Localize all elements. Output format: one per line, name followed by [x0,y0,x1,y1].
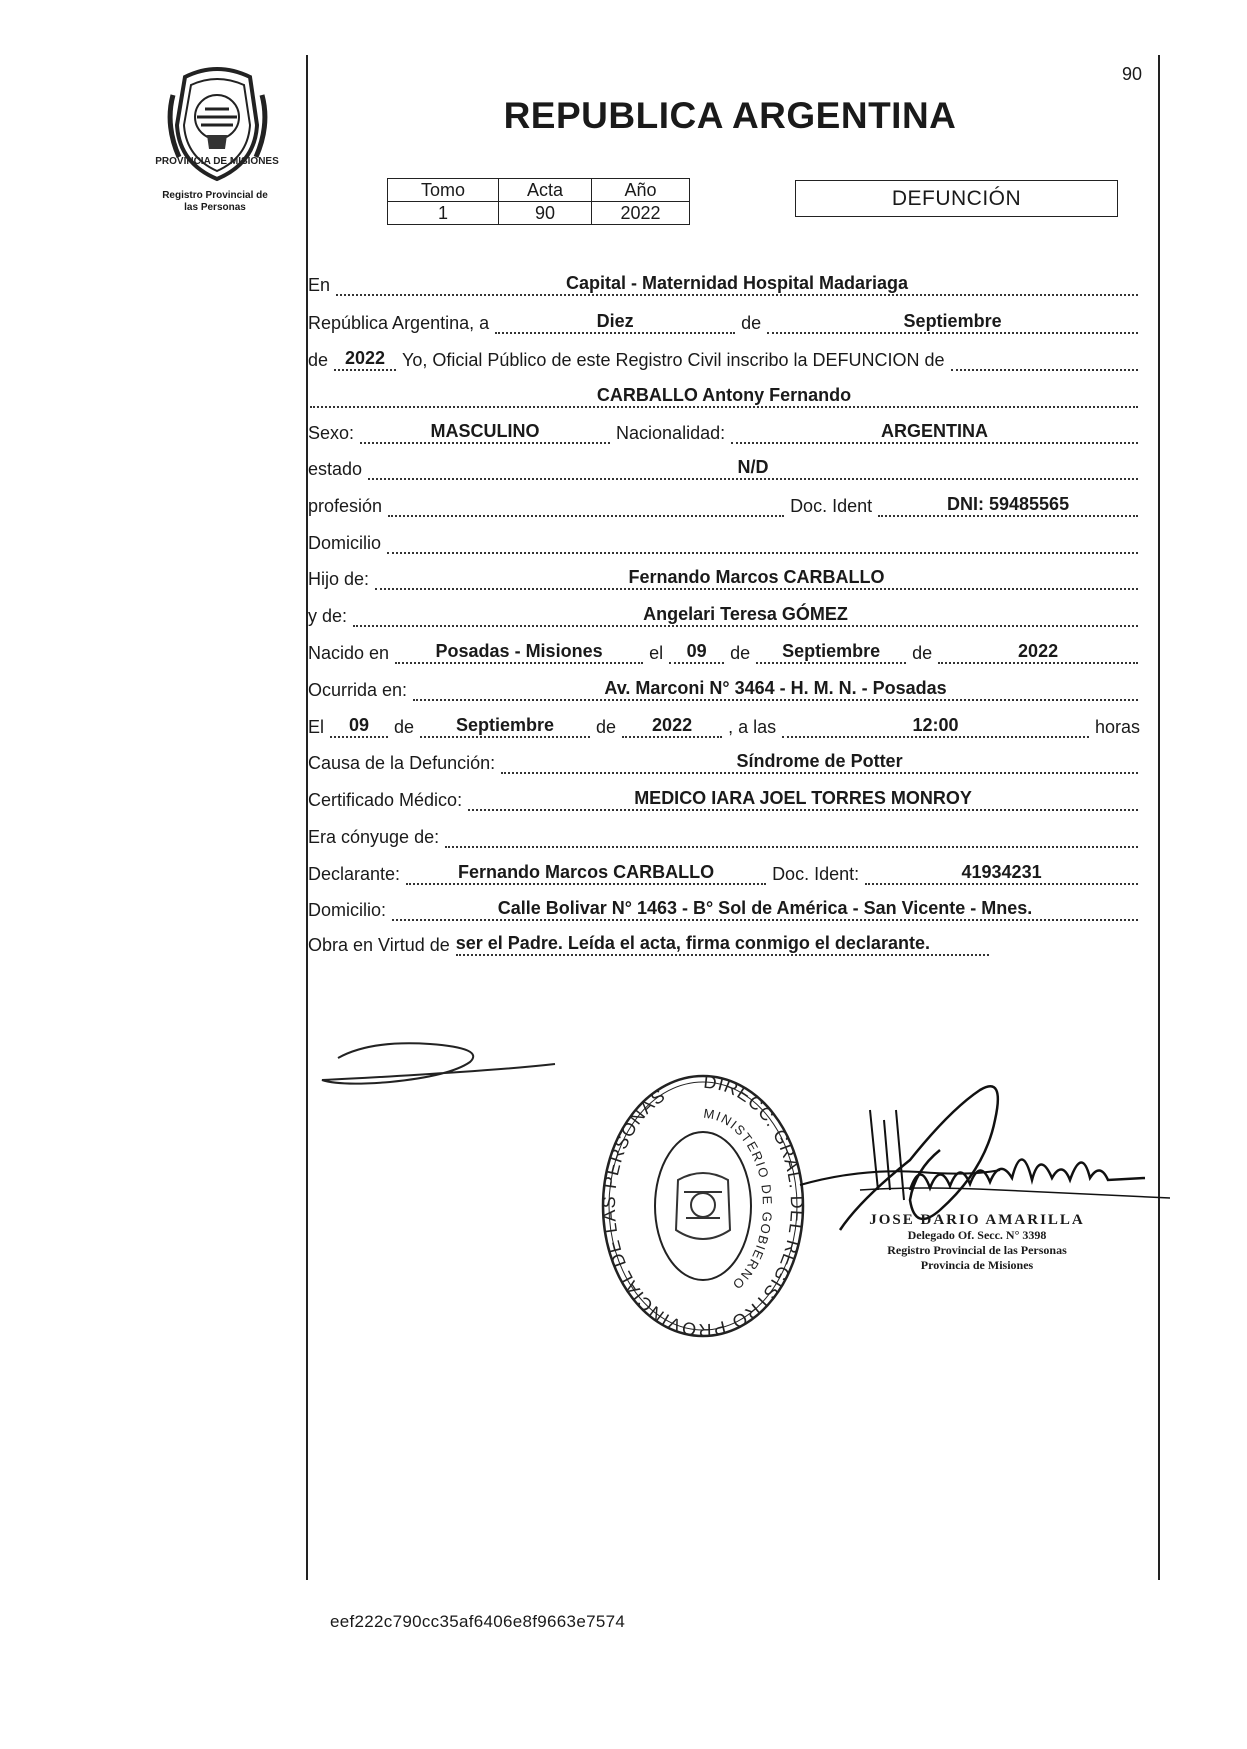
doc-ident2-label: Doc. Ident: [772,864,860,884]
en-label: En [308,275,331,295]
row-obra [306,928,1142,956]
row-madre [306,599,1142,627]
domicilio2-label: Domicilio: [308,900,387,920]
registry-caption-line2: las Personas [184,202,246,213]
oficial-text: Yo, Oficial Público de este Registro Civil inscribo la DEFUNCION de [402,350,945,370]
sexo-value: MASCULINO [360,420,610,444]
tomo-header: Tomo [388,179,499,202]
registry-caption [135,190,295,214]
def-de-label-2: de [596,717,617,737]
nacido-lugar: Posadas - Misiones [395,640,643,664]
conyuge-label: Era cónyuge de: [308,827,440,847]
seal-outer-text: DIRECC. GRAL. DEL REGISTRO PROVINCIAL DE LAS PERSONAS [598,1071,808,1340]
right-margin-line [1158,55,1160,1580]
profesion-value [388,515,784,517]
row-profesion [306,489,1142,517]
registry-caption-line1: Registro Provincial de [162,190,268,201]
official-seal [598,1070,808,1340]
republica-label: República Argentina, a [308,313,490,333]
anio-value: 2022 [592,202,690,225]
el2-label: El [308,717,325,737]
row-oficial [306,343,1142,371]
sexo-label: Sexo: [308,423,355,443]
def-de-label: de [394,717,415,737]
nombre-value: CARBALLO Antony Fernando [310,384,1138,408]
row-fecha-defuncion [306,710,1142,738]
horas-label: horas [1094,717,1140,737]
tome-table [387,178,690,225]
certificado-label: Certificado Médico: [308,790,463,810]
obra-value: ser el Padre. Leída el acta, firma conmigo el declarante. [456,932,989,956]
declarante-domicilio: Calle Bolivar N° 1463 - B° Sol de América - San Vicente - Mnes. [392,897,1138,921]
def-mes: Septiembre [420,714,590,738]
declarante-value: Fernando Marcos CARBALLO [406,861,766,885]
row-hijo [306,562,1142,590]
row-declarante [306,857,1142,885]
page-number: 90 [1122,64,1143,84]
conyuge-value [445,846,1138,848]
causa-value: Síndrome de Potter [501,750,1138,774]
row-ocurrida [306,673,1142,701]
certificado-value: MEDICO IARA JOEL TORRES MONROY [468,787,1138,811]
lugar-value: Capital - Maternidad Hospital Madariaga [336,272,1138,296]
stamp-line2: Registro Provincial de las Personas [887,1243,1067,1257]
doc-ident-label: Doc. Ident [790,496,873,516]
tomo-value: 1 [388,202,499,225]
document-type: DEFUNCIÓN [795,180,1118,217]
row-nacido [306,636,1142,664]
nacionalidad-label: Nacionalidad: [616,423,726,443]
domicilio-label: Domicilio [308,533,382,553]
row-declarante-domicilio [306,893,1142,921]
el-label: el [649,643,664,663]
row-estado [306,452,1142,480]
dia-value: Diez [495,310,735,334]
declarante-label: Declarante: [308,864,401,884]
estado-value: N/D [368,456,1138,480]
oficial-blank [951,369,1138,371]
hora-value: 12:00 [782,714,1089,738]
nacido-mes: Septiembre [756,640,906,664]
emblem-lettering: PROVINCIA DE MISIONES [155,156,279,167]
acta-value: 90 [499,202,592,225]
doc-ident-value: DNI: 59485565 [878,493,1138,517]
def-dia: 09 [330,714,388,738]
domicilio-value [387,552,1138,554]
estado-label: estado [308,459,363,479]
row-sexo [306,416,1142,444]
def-anio: 2022 [622,714,722,738]
nacido-dia: 09 [669,640,724,664]
row-nombre [306,380,1142,408]
anio-value: 2022 [334,347,396,371]
madre-value: Angelari Teresa GÓMEZ [353,603,1138,627]
acta-header: Acta [499,179,592,202]
mes-value: Septiembre [767,310,1138,334]
nacido-de-label: de [730,643,751,663]
official-stamp [832,1213,1122,1273]
ocurrida-label: Ocurrida en: [308,680,408,700]
padre-value: Fernando Marcos CARBALLO [375,566,1138,590]
de-label-2: de [308,350,329,370]
page-title: REPUBLICA ARGENTINA [503,95,957,136]
row-conyuge [306,820,1142,848]
row-lugar [306,268,1142,296]
seal-inner-text: MINISTERIO DE GOBIERNO [702,1105,776,1294]
causa-label: Causa de la Defunción: [308,753,496,773]
profesion-label: profesión [308,496,383,516]
stamp-line3: Provincia de Misiones [920,1258,1034,1272]
alas-label: , a las [728,717,777,737]
nacido-de-label-2: de [912,643,933,663]
hijo-label: Hijo de: [308,569,370,589]
registry-emblem [155,65,279,183]
anio-header: Año [592,179,690,202]
document-hash: eef222c790cc35af6406e8f9663e7574 [330,1612,626,1631]
de-label: de [741,313,762,333]
declarant-signature [310,1030,570,1090]
stamp-line1: Delegado Of. Secc. N° 3398 [907,1228,1047,1242]
obra-label: Obra en Virtud de [308,935,450,955]
declarante-doc: 41934231 [865,861,1138,885]
stamp-name: JOSE DARIO AMARILLA [869,1212,1085,1228]
nacido-label: Nacido en [308,643,390,663]
yde-label: y de: [308,606,348,626]
row-causa [306,746,1142,774]
ocurrida-value: Av. Marconi N° 3464 - H. M. N. - Posadas [413,677,1138,701]
nacido-anio: 2022 [938,640,1138,664]
row-fecha [306,306,1142,334]
svg-text:DIRECC. GRAL. DEL REGISTRO PRO [599,1072,807,1340]
nacionalidad-value: ARGENTINA [731,420,1138,444]
row-domicilio [306,526,1142,554]
row-certificado [306,783,1142,811]
